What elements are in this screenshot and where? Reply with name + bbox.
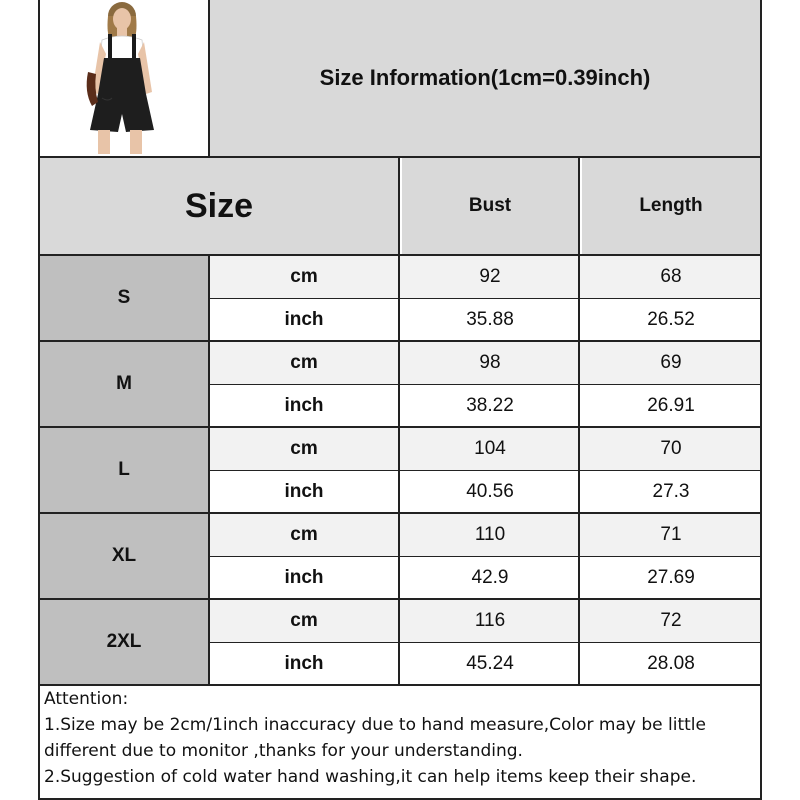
- bust-cell: 42.9: [402, 557, 580, 598]
- column-header-bust: Bust: [402, 158, 580, 254]
- size-label: XL: [40, 514, 210, 598]
- page-title: Size Information(1cm=0.39inch): [210, 0, 760, 156]
- unit-cell: cm: [210, 342, 400, 384]
- table-row-cm: [210, 600, 760, 644]
- note-line: different due to monitor ,thanks for your understanding.: [44, 741, 523, 761]
- notes-heading: Attention:: [44, 689, 129, 709]
- unit-cell: cm: [210, 600, 400, 642]
- table-row-l: [40, 428, 760, 514]
- bust-cell: 110: [402, 514, 580, 556]
- table-row-xl: [40, 514, 760, 600]
- column-header-row: [40, 158, 760, 256]
- table-row-inch: [210, 385, 760, 426]
- bust-cell: 92: [402, 256, 580, 298]
- unit-cell: cm: [210, 514, 400, 556]
- bust-cell: 104: [402, 428, 580, 470]
- length-cell: 68: [660, 266, 682, 287]
- length-cell: 72: [660, 610, 682, 631]
- length-cell: 71: [660, 524, 682, 545]
- length-cell: 70: [660, 438, 682, 459]
- model-image-icon: [62, 2, 186, 154]
- size-label: 2XL: [40, 600, 210, 684]
- table-row-m: [40, 342, 760, 428]
- bust-cell: 35.88: [402, 299, 580, 340]
- size-label: M: [40, 342, 210, 426]
- length-cell: 27.3: [652, 480, 690, 502]
- size-chart: [38, 0, 762, 800]
- table-row-cm: [210, 428, 760, 472]
- length-cell: 69: [660, 352, 682, 373]
- unit-cell: cm: [210, 428, 400, 470]
- column-header-length: Length: [582, 158, 760, 254]
- table-row-s: [40, 256, 760, 342]
- bust-cell: 116: [402, 600, 580, 642]
- unit-cell: inch: [210, 385, 400, 426]
- length-cell: 26.52: [647, 308, 695, 330]
- table-row-inch: [210, 643, 760, 684]
- note-line: 2.Suggestion of cold water hand washing,it can help items keep their shape.: [44, 767, 697, 787]
- bust-cell: 40.56: [402, 471, 580, 512]
- length-cell: 26.91: [647, 394, 695, 416]
- length-cell: 28.08: [647, 652, 695, 674]
- bust-cell: 38.22: [402, 385, 580, 426]
- table-row-2xl: [40, 600, 760, 686]
- unit-cell: inch: [210, 643, 400, 684]
- unit-cell: cm: [210, 256, 400, 298]
- table-row-inch: [210, 471, 760, 512]
- note-line: 1.Size may be 2cm/1inch inaccuracy due to hand measure,Color may be little: [44, 715, 706, 735]
- size-label: L: [40, 428, 210, 512]
- unit-cell: inch: [210, 471, 400, 512]
- table-row-inch: [210, 557, 760, 598]
- header-row: [40, 0, 760, 158]
- table-row-cm: [210, 514, 760, 558]
- size-label: S: [40, 256, 210, 340]
- table-row-inch: [210, 299, 760, 340]
- unit-cell: inch: [210, 557, 400, 598]
- product-photo: [40, 0, 210, 156]
- table-row-cm: [210, 342, 760, 386]
- bust-cell: 98: [402, 342, 580, 384]
- attention-notes: [44, 686, 760, 790]
- column-header-size: Size: [40, 158, 400, 254]
- table-row-cm: [210, 256, 760, 300]
- bust-cell: 45.24: [402, 643, 580, 684]
- length-cell: 27.69: [647, 566, 695, 588]
- unit-cell: inch: [210, 299, 400, 340]
